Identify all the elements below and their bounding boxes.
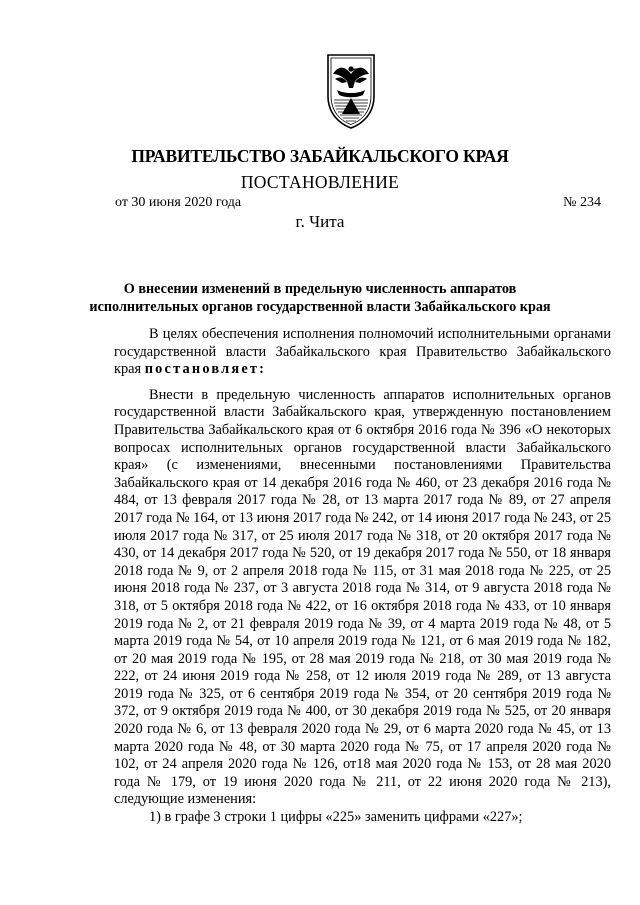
document-subject xyxy=(0,280,640,316)
document-city: г. Чита xyxy=(295,212,345,231)
amendment-paragraph: Внести в предельную численность аппаратов исполнительных органов государственной власти Забайкальского края, утвержденную постановлением Правительства Забайкальского края от 6 октября 2016 года № 396 «О некоторых вопросах исполнительных органов государственной власти Забайкальского края» (с изменениями, внесенными постановлениями Правительства Забайкальского края от 14 декабря 2016 года № 460, от 23 декабря 2016 года № 484, от 13 февраля 2017 года № 28, от 13 марта 2017 года № 89, от 27 апреля 2017 года № 164, от 13 июня 2017 года № 242, от 14 июня 2017 года № 243, от 25 июля 2017 года № 317, от 25 июля 2017 года № 318, от 20 октября 2017 года № 430, от 14 декабря 2017 года № 520, от 19 декабря 2017 года № 550, от 18 января 2018 года № 9, от 2 апреля 2018 года № 115, от 31 мая 2018 года № 225, от 25 июня 2018 года № 237, от 3 августа 2018 года № 314, от 9 августа 2018 года № 318, от 5 октября 2018 года № 422, от 16 октября 2018 года № 433, от 10 января 2019 года № 2, от 21 февраля 2019 года № 39, от 4 марта 2019 года № 48, от 5 марта 2019 года № 54, от 10 апреля 2019 года № 121, от 6 мая 2019 года № 182, от 20 мая 2019 года № 195, от 28 мая 2019 года № 218, от 30 мая 2019 года № 222, от 24 июня 2019 года № 258, от 12 июля 2019 года № 289, от 13 августа 2019 года № 325, от 6 сентября 2019 года № 354, от 20 сентября 2019 года № 372, от 9 октября 2019 года № 400, от 30 декабря 2019 года № 525, от 20 января 2020 года № 6, от 13 февраля 2020 года № 29, от 6 марта 2020 года № 45, от 13 марта 2020 года № 48, от 30 марта 2020 года № 75, от 17 апреля 2020 года № 102, от 24 апреля 2020 года № 126, от18 мая 2020 года № 153, от 28 мая 2020 года № 179, от 19 июня 2020 года № 211, от 22 июня 2020 года № 213), следующие изменения: xyxy=(114,386,611,808)
subject-line-2: исполнительных органов государственной власти Забайкальского края xyxy=(89,299,551,315)
organization-title: ПРАВИТЕЛЬСТВО ЗАБАЙКАЛЬСКОГО КРАЯ xyxy=(131,146,509,166)
document-date: от 30 июня 2020 года xyxy=(115,195,242,210)
preamble-paragraph xyxy=(114,326,611,379)
document-type: ПОСТАНОВЛЕНИЕ xyxy=(240,172,400,192)
coat-of-arms-emblem xyxy=(322,52,380,130)
subject-line-1: О внесении изменений в предельную численность аппаратов xyxy=(123,281,517,297)
amendment-item-1: 1) в графе 3 строки 1 цифры «225» заменить цифрами «227»; xyxy=(149,809,523,826)
document-number: № 234 xyxy=(563,195,601,210)
document-body xyxy=(114,326,611,827)
preamble-text: В целях обеспечения исполнения полномочий исполнительными органами государственной власти Забайкальского края Правительство Забайкальского края xyxy=(114,326,611,378)
resolves-keyword: постановляет: xyxy=(144,361,267,378)
